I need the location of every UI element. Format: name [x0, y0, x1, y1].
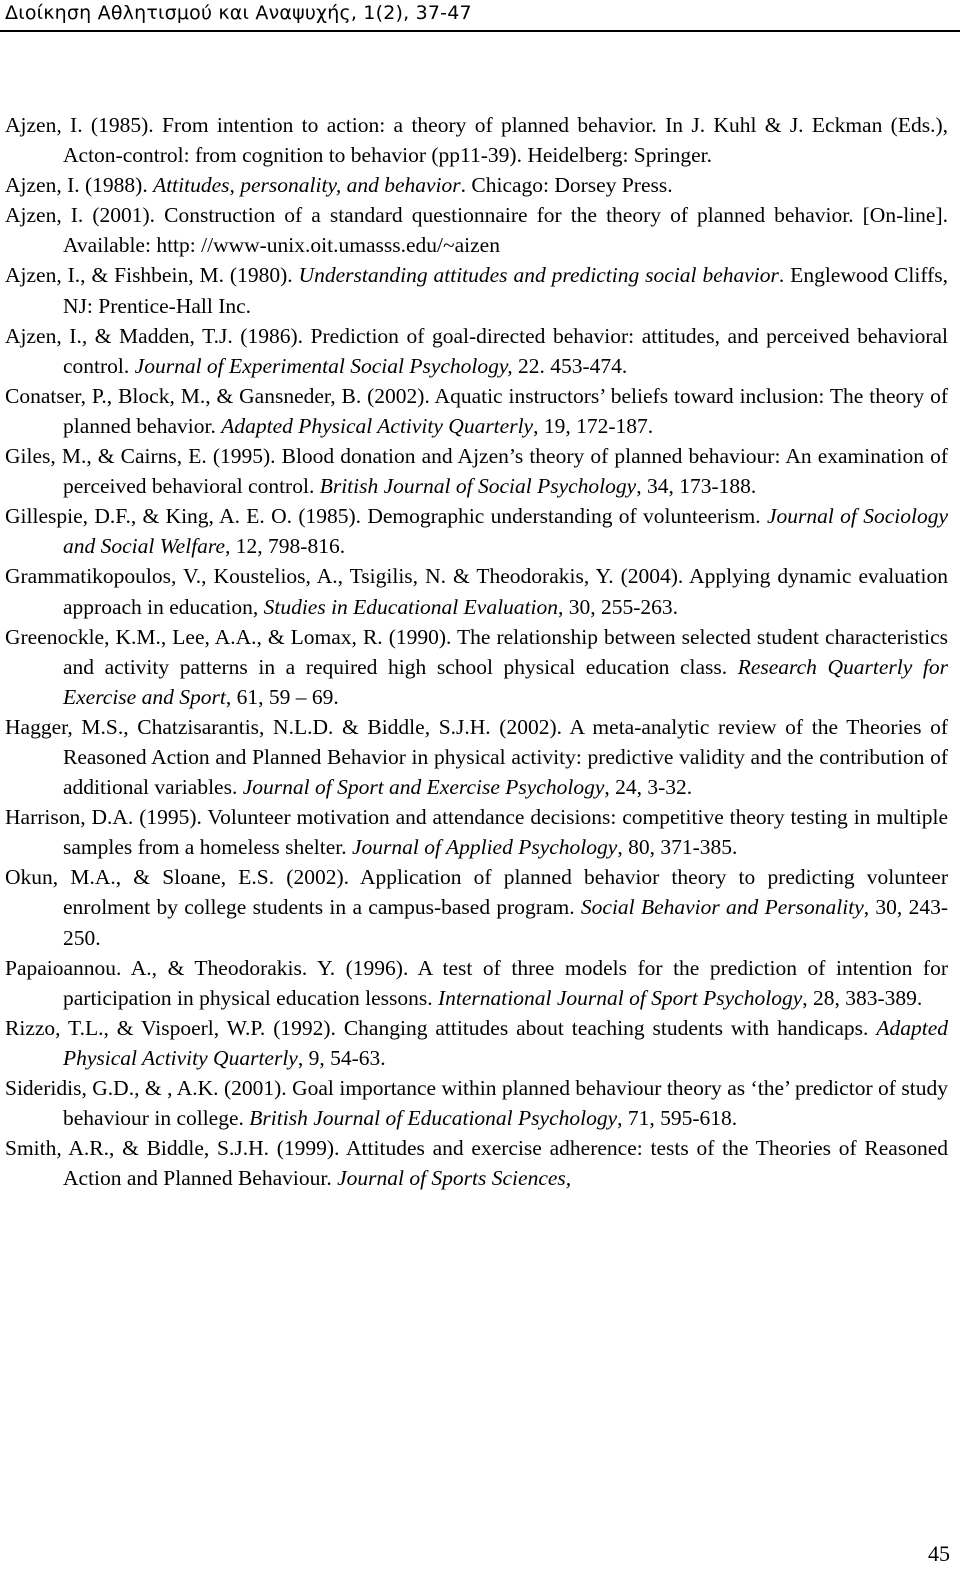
reference-details: 22. 453-474.	[512, 353, 628, 378]
reference-entry	[5, 1133, 948, 1193]
reference-details: , 61, 59 – 69.	[225, 684, 339, 709]
reference-text: Smith, A.R., & Biddle, S.J.H. (1999). Attitudes and exercise adherence: tests of the Theories of Reasoned Action and Planned Behaviour.	[5, 1136, 948, 1191]
reference-entry	[5, 802, 948, 862]
reference-entry	[5, 321, 948, 381]
header-rule	[0, 30, 960, 32]
reference-details: , 24, 3-32.	[604, 775, 693, 800]
reference-text: Ajzen, I. (2001). Construction of a standard questionnaire for the theory of planned behavior. [On-line]. Available: http: //www-unix.oit.umasss.edu/~aizen	[5, 203, 948, 258]
reference-details: 12, 798-816.	[230, 534, 346, 559]
reference-entry	[5, 381, 948, 441]
page-number: 45	[928, 1541, 950, 1566]
reference-entry	[5, 1013, 948, 1073]
reference-entry	[5, 1073, 948, 1133]
reference-source-title: Journal of Sociology and Social Welfare,	[63, 504, 948, 559]
reference-text: Giles, M., & Cairns, E. (1995). Blood donation and Ajzen’s theory of planned behaviour: An examination of perceived behavioral control.	[5, 444, 948, 499]
reference-source-title: Journal of Experimental Social Psychology,	[134, 353, 513, 378]
reference-text: Gillespie, D.F., & King, A. E. O. (1985). Demographic understanding of volunteerism.	[5, 504, 767, 529]
reference-details: , 30, 243-250.	[63, 895, 948, 950]
reference-details: , 28, 383-389.	[802, 985, 923, 1010]
reference-entry	[5, 441, 948, 501]
reference-list	[5, 110, 948, 1193]
reference-text: Sideridis, G.D., & , A.K. (2001). Goal importance within planned behaviour theory as ‘the’ predictor of study behaviour in college.	[5, 1076, 948, 1131]
reference-entry	[5, 170, 948, 200]
reference-source-title: Studies in Educational Evaluation	[263, 594, 558, 619]
reference-source-title: Adapted Physical Activity Quarterly	[63, 1015, 948, 1070]
reference-source-title: British Journal of Social Psychology	[319, 474, 637, 499]
reference-text: Harrison, D.A. (1995). Volunteer motivation and attendance decisions: competitive theory testing in multiple samples from a homeless shelter.	[5, 805, 948, 860]
reference-text: Ajzen, I. (1985). From intention to action: a theory of planned behavior. In J. Kuhl & J. Eckman (Eds.), Acton-control: from cognition to behavior (pp11-39). Heidelberg: Springer.	[5, 113, 948, 168]
reference-entry	[5, 953, 948, 1013]
reference-entry	[5, 561, 948, 621]
reference-entry	[5, 712, 948, 802]
reference-text: Papaioannou. A., & Theodorakis. Y. (1996). A test of three models for the prediction of intention for participation in physical education lessons.	[5, 955, 948, 1010]
reference-entry	[5, 501, 948, 561]
reference-entry	[5, 622, 948, 712]
reference-text: Ajzen, I. (1988).	[5, 173, 154, 198]
reference-details: , 30, 255-263.	[558, 594, 679, 619]
reference-entry	[5, 862, 948, 952]
reference-details: , 34, 173-188.	[636, 474, 757, 499]
reference-source-title: Social Behavior and Personality	[580, 895, 864, 920]
reference-details: . Chicago: Dorsey Press.	[460, 173, 673, 198]
reference-details: , 19, 172-187.	[533, 413, 654, 438]
reference-source-title: Adapted Physical Activity Quarterly	[221, 413, 534, 438]
reference-text: Ajzen, I., & Madden, T.J. (1986). Prediction of goal-directed behavior: attitudes, and perceived behavioral control.	[5, 323, 948, 378]
reference-details: , 80, 371-385.	[617, 835, 738, 860]
reference-entry	[5, 200, 948, 260]
reference-details: . Englewood Cliffs, NJ: Prentice-Hall Inc.	[63, 263, 948, 318]
reference-source-title: Research Quarterly for Exercise and Sport	[63, 654, 948, 709]
reference-text: Hagger, M.S., Chatzisarantis, N.L.D. & Biddle, S.J.H. (2002). A meta-analytic review of the Theories of Reasoned Action and Planned Behavior in physical activity: predictive validity and the contribution of additional variables.	[5, 714, 948, 800]
reference-entry	[5, 260, 948, 320]
reference-source-title: Attitudes, personality, and behavior	[153, 173, 461, 198]
reference-source-title: British Journal of Educational Psychology	[249, 1106, 618, 1131]
reference-source-title: International Journal of Sport Psychology	[437, 985, 803, 1010]
reference-text: Rizzo, T.L., & Vispoerl, W.P. (1992). Changing attitudes about teaching students with handicaps.	[5, 1015, 877, 1040]
reference-details: , 9, 54-63.	[297, 1045, 386, 1070]
reference-source-title: Journal of Applied Psychology	[352, 835, 618, 860]
reference-entry	[5, 110, 948, 170]
running-title: Διοίκηση Αθλητισμού και Αναψυχής, 1(2), 37-47	[5, 2, 472, 24]
reference-details: , 71, 595-618.	[617, 1106, 738, 1131]
reference-source-title: Understanding attitudes and predicting social behavior	[298, 263, 779, 288]
reference-text: Grammatikopoulos, V., Koustelios, A., Tsigilis, N. & Theodorakis, Y. (2004). Applying dynamic evaluation approach in education,	[5, 564, 948, 619]
reference-text: Ajzen, I., & Fishbein, M. (1980).	[5, 263, 299, 288]
reference-source-title: Journal of Sports Sciences,	[337, 1166, 572, 1191]
reference-text: Okun, M.A., & Sloane, E.S. (2002). Application of planned behavior theory to predicting volunteer enrolment by college students in a campus-based program.	[5, 865, 948, 920]
reference-text: Greenockle, K.M., Lee, A.A., & Lomax, R. (1990). The relationship between selected student characteristics and activity patterns in a required high school physical education class.	[5, 624, 948, 679]
reference-text: Conatser, P., Block, M., & Gansneder, B. (2002). Aquatic instructors’ beliefs toward inclusion: The theory of planned behavior.	[5, 383, 948, 438]
reference-source-title: Journal of Sport and Exercise Psychology	[242, 775, 605, 800]
